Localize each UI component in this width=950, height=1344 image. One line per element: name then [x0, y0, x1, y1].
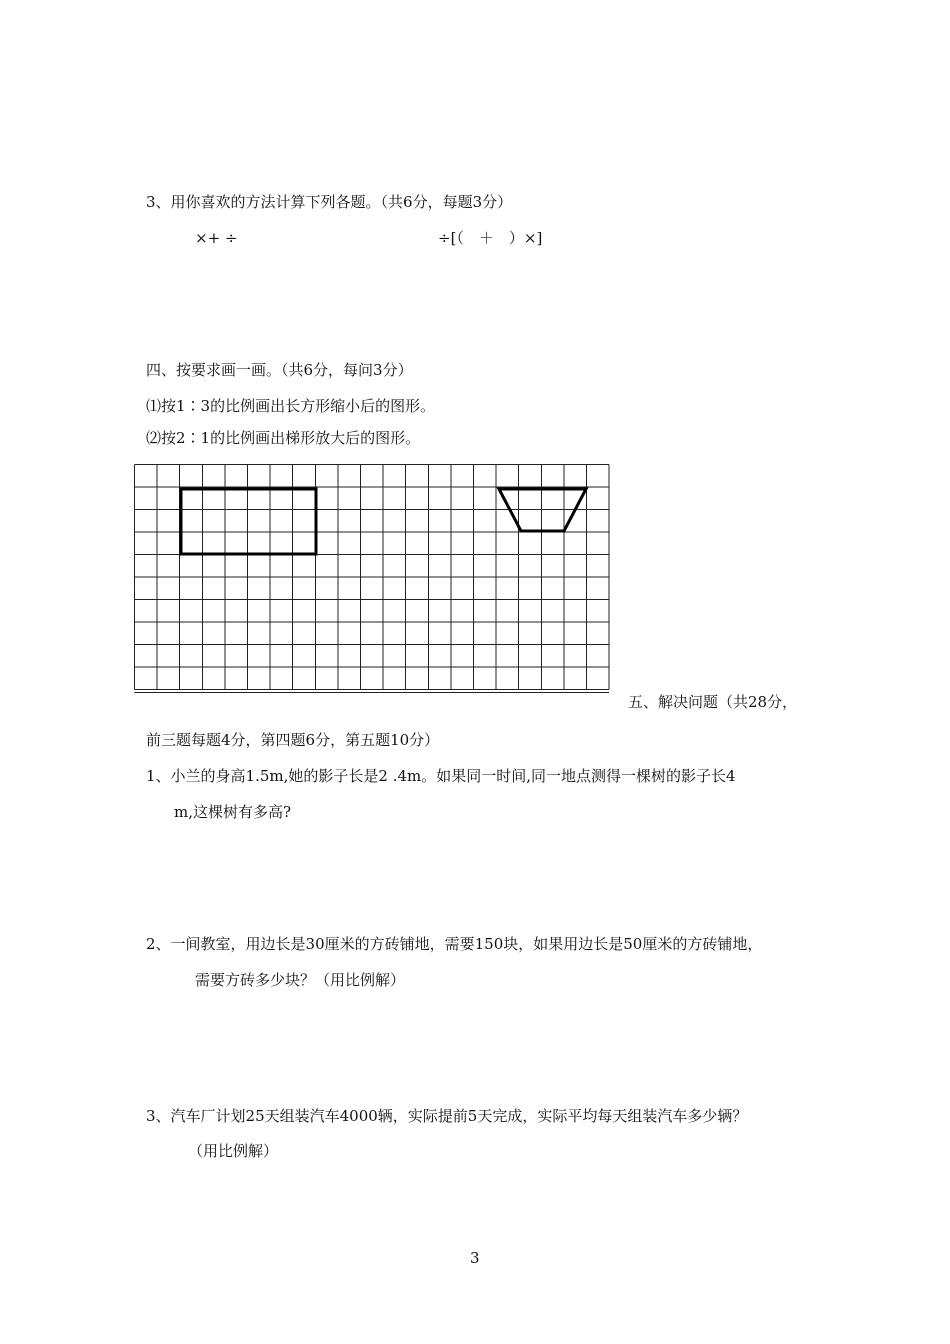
question-3-line-1: 3、汽车厂计划25天组装汽车4000辆，实际提前5天完成，实际平均每天组装汽车多少辆？	[146, 1107, 748, 1125]
rectangle-shape	[181, 489, 316, 554]
drawing-grid	[134, 464, 612, 694]
section-4-heading: 四、按要求画一画。（共6分，每问3分）	[146, 361, 413, 379]
page-number: 3	[470, 1249, 480, 1267]
question-1-line-1: 1、小兰的身高1.5m,她的影子长是2 .4m。如果同一时间,同一地点测得一棵树的影子长4	[146, 767, 736, 785]
section-5-heading-part-2: 前三题每题4分，第四题6分，第五题10分）	[146, 731, 440, 749]
question-2-line-2: 需要方砖多少块？（用比例解）	[195, 971, 406, 989]
section-3-heading: 3、用你喜欢的方法计算下列各题。（共6分，每题3分）	[146, 193, 513, 211]
question-1-line-2: m,这棵树有多高?	[174, 803, 292, 821]
expression-left: ×+ ÷	[195, 229, 238, 247]
section-5-heading-part-1: 五、解决问题（共28分，	[628, 693, 798, 711]
section-4-item-1: ⑴按1∶3的比例画出长方形缩小后的图形。	[146, 397, 436, 415]
question-3-line-2: （用比例解）	[188, 1142, 279, 1160]
question-2-line-1: 2、一间教室，用边长是30厘米的方砖铺地，需要150块，如果用边长是50厘米的方砖铺地，	[146, 935, 763, 953]
section-4-item-2: ⑵按2∶1的比例画出梯形放大后的图形。	[146, 429, 421, 447]
expression-right: ÷[（ ＋ ）×]	[438, 229, 543, 247]
grid-lines	[135, 465, 610, 693]
